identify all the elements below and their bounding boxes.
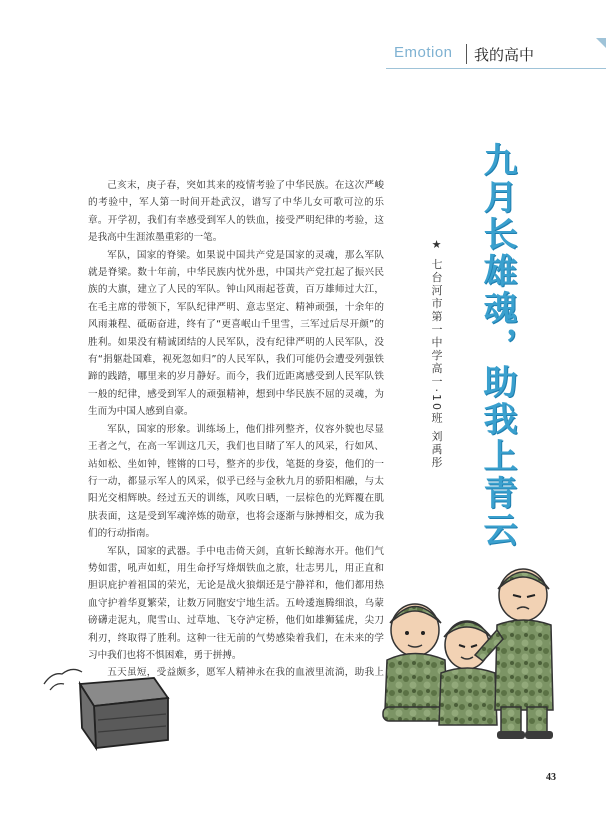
article-title: 九月长雄魂，助我上青云	[477, 142, 517, 549]
quilt-box-illustration	[42, 664, 182, 754]
page-number: 43	[546, 772, 556, 783]
paragraph: 己亥末，庚子春，突如其来的疫情考验了中华民族。在这次严峻的考验中，军人第一时间开赴武汉，谱写了中华儿女可歌可泣的乐章。开学初，我们有幸感受到军人的铁血，接受严明纪律的考验，这是我高中生涯浓墨重彩的一笔。	[88, 180, 384, 244]
paragraph: 五天虽短，受益颇多，愿军人精神永在我的血液里流淌，助我上	[107, 667, 384, 679]
soldiers-illustration	[375, 535, 560, 740]
section-label-cn: 我的高中	[474, 46, 535, 64]
paragraph: 军队，国家的脊梁。如果说中国共产党是国家的灵魂，那么军队就是脊梁。数十年前，中华民族内忧外患，中国共产党扛起了振兴民族的大旗，建立了人民的军队。钟山风雨起苍黄，百万雄师过大江，在毛主席的带领下，军队纪律严明、意志坚定、精神顽强，十余年的风雨兼程、砥砺奋进，终有了“更喜岷山千里雪，三军过后尽开颜”的胜利。如果没有精诚团结的人民军队，没有纪律严明的人民军队，没有“捐躯赴国难，视死忽如归”的人民军队，我们可能仍会遭受列强铁蹄的践踏，哪里来的岁月静好。而今，我们近距离感受到人民军队铁一般的纪律，感受到军人的顽强精神，想到中华民族不屈的灵魂，为生而为中国人感到自豪。	[88, 249, 384, 418]
article-body	[88, 177, 384, 699]
header-corner-mark	[596, 38, 606, 48]
paragraph: 军队，国家的形象。训练场上，他们排列整齐，仪容外貌也尽显王者之气，在高一军训这几天，我们也目睹了军人的风采，行如风、站如松、坐如钟，铿锵的口号，整齐的步伐，笔挺的身姿，他们的一行一动，都显示军人的风采，似乎已经与金秋九月的骄阳相融，与太阳光交相辉映。经过五天的训练，风吹日晒，一层棕色的光辉覆在肌肤表面，这是受到军魂淬炼的勋章，也将会逐渐与脉搏相交，成为我们的行动指南。	[88, 423, 384, 540]
article-byline: ★ 七台河市第一中学高一·10班 刘禹彤	[430, 238, 443, 470]
section-header	[386, 38, 606, 72]
paragraph: 军队，国家的武器。手中电击倚天剑，直斩长鲸海水开。他们气势如雷，吼声如虹，用生命抒写烽烟铁血之旅，壮志男儿，用正直和胆识庇护着祖国的荣光，无论是战火狼烟还是宁静祥和，他们都用热血守护着华夏繁荣，让数万同胞安宁地生活。五岭逶迤腾细浪，乌蒙磅礴走泥丸，爬雪山、过草地、飞夺泸定桥，他们如雄狮猛虎，尖刀利刃，终取得了胜利。这种一往无前的气势感染着我们，在未来的学习中我们也将不惧困难，勇于拼搏。	[88, 545, 384, 661]
section-label-en: Emotion	[394, 44, 453, 61]
header-tab	[386, 38, 606, 69]
header-divider	[466, 44, 467, 64]
